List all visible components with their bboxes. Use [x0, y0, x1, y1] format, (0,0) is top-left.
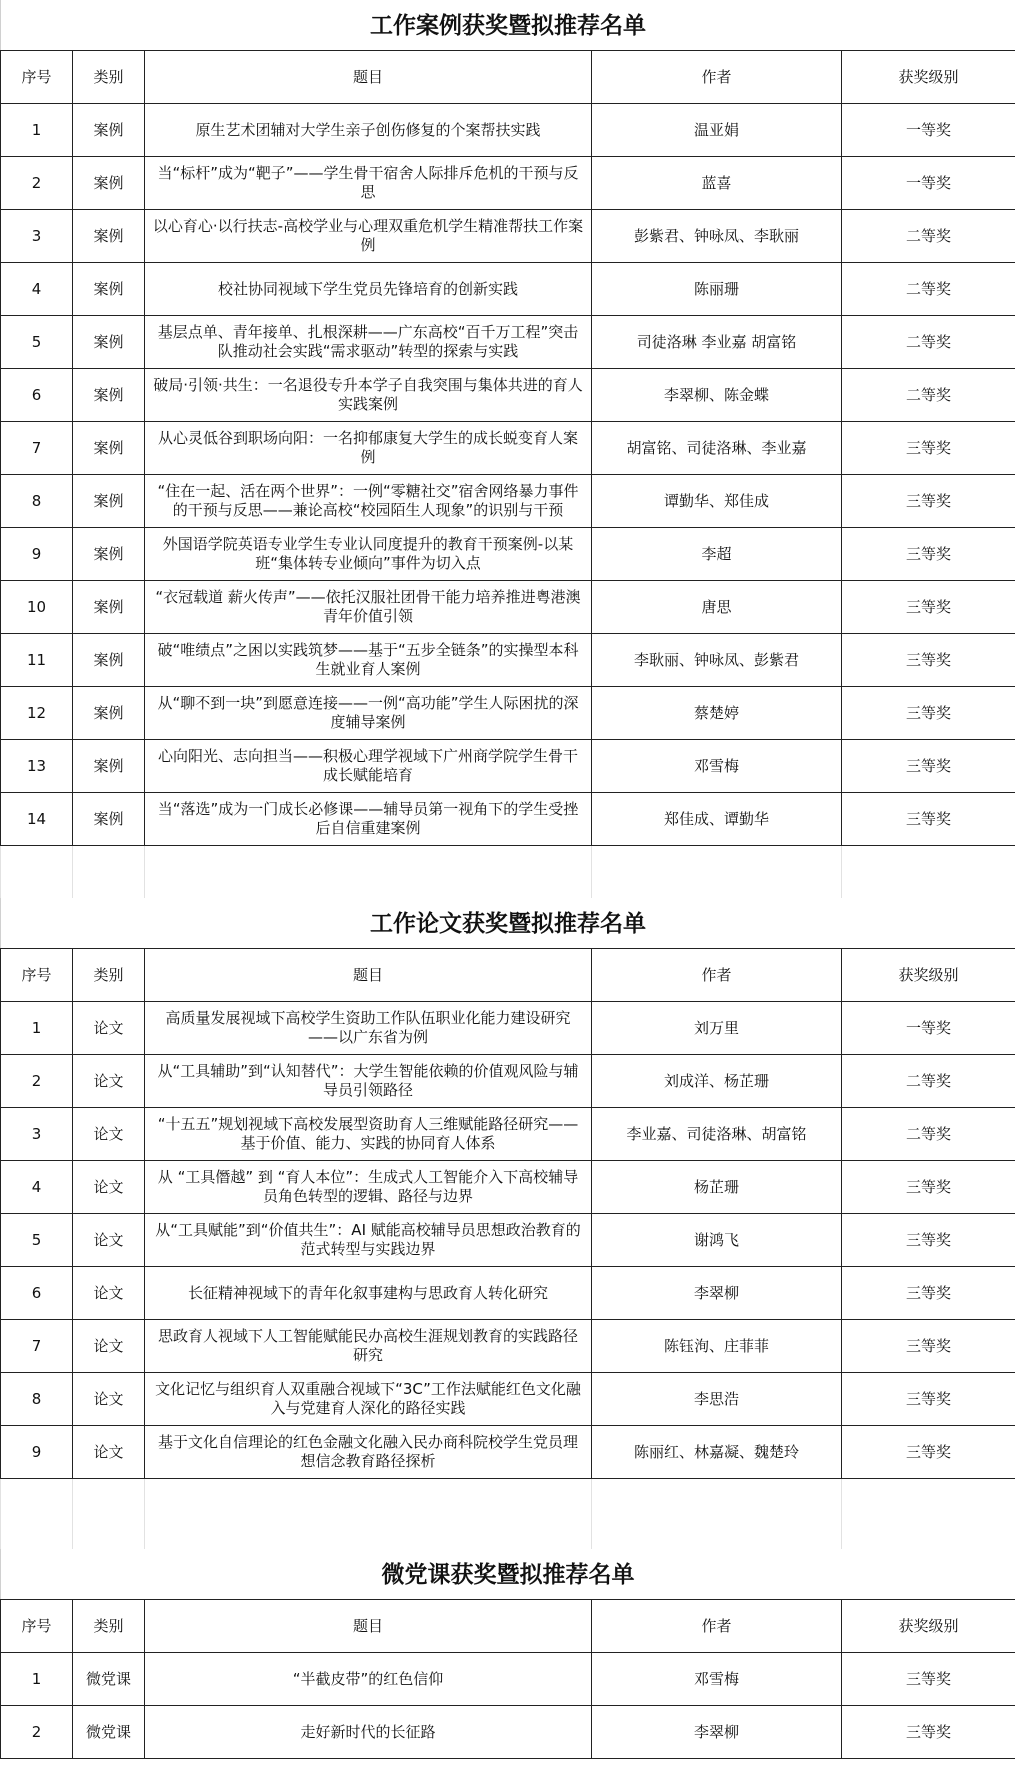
- cell-no: 10: [1, 581, 73, 634]
- cell-level: 二等奖: [842, 316, 1015, 369]
- table-row: [1, 422, 1015, 475]
- cell-no: 8: [1, 475, 73, 528]
- cell-level: 三等奖: [842, 1706, 1015, 1759]
- cell-topic: 基于文化自信理论的红色金融文化融入民办商科院校学生党员理想信念教育路径探析: [145, 1426, 592, 1479]
- cell-author: 李翠柳、陈金蝶: [592, 369, 842, 422]
- table-row: [1, 1055, 1015, 1108]
- cell-level: 二等奖: [842, 1108, 1015, 1161]
- table-row: [1, 793, 1015, 846]
- cell-author: 郑佳成、谭勤华: [592, 793, 842, 846]
- cell-author: 蓝喜: [592, 157, 842, 210]
- table-row: [1, 210, 1015, 263]
- cell-author: 陈丽珊: [592, 263, 842, 316]
- section-title-row: [1, 898, 1015, 949]
- table-row: [1, 1426, 1015, 1479]
- cell-type: 论文: [73, 1426, 145, 1479]
- table-row: [1, 1108, 1015, 1161]
- cell-level: 三等奖: [842, 1161, 1015, 1214]
- cell-author: 温亚娟: [592, 104, 842, 157]
- cell-no: 2: [1, 157, 73, 210]
- table-body: [1, 0, 1015, 1759]
- cell-topic: 从“工具辅助”到“认知替代”：大学生智能依赖的价值观风险与辅导员引领路径: [145, 1055, 592, 1108]
- cell-author: 李耿丽、钟咏凤、彭紫君: [592, 634, 842, 687]
- cell-level: 三等奖: [842, 475, 1015, 528]
- cell-type: 案例: [73, 369, 145, 422]
- cell-type: 论文: [73, 1214, 145, 1267]
- cell-no: 9: [1, 528, 73, 581]
- cell-author: 胡富铭、司徒洛琳、李业嘉: [592, 422, 842, 475]
- cell-author: 谢鸿飞: [592, 1214, 842, 1267]
- cell-topic: 从心灵低谷到职场向阳：一名抑郁康复大学生的成长蜕变育人案例: [145, 422, 592, 475]
- section-title: 工作论文获奖暨拟推荐名单: [1, 898, 1015, 949]
- cell-topic: “衣冠载道 薪火传声”——依托汉服社团骨干能力培养推进粤港澳青年价值引领: [145, 581, 592, 634]
- cell-author: 蔡楚婷: [592, 687, 842, 740]
- cell-no: 8: [1, 1373, 73, 1426]
- cell-no: 4: [1, 1161, 73, 1214]
- cell-no: 3: [1, 1108, 73, 1161]
- column-header: 作者: [592, 51, 842, 104]
- cell-type: 论文: [73, 1320, 145, 1373]
- cell-author: 李业嘉、司徒洛琳、胡富铭: [592, 1108, 842, 1161]
- section-title: 微党课获奖暨拟推荐名单: [1, 1549, 1015, 1600]
- cell-type: 论文: [73, 1002, 145, 1055]
- table-row: [1, 528, 1015, 581]
- cell-level: 三等奖: [842, 1426, 1015, 1479]
- cell-topic: 心向阳光、志向担当——积极心理学视域下广州商学院学生骨干成长赋能培育: [145, 740, 592, 793]
- table-row: [1, 157, 1015, 210]
- cell-topic: 当“标杆”成为“靶子”——学生骨干宿舍人际排斥危机的干预与反思: [145, 157, 592, 210]
- table-row: [1, 1320, 1015, 1373]
- cell-no: 14: [1, 793, 73, 846]
- cell-type: 论文: [73, 1267, 145, 1320]
- cell-type: 论文: [73, 1055, 145, 1108]
- column-header: 获奖级别: [842, 949, 1015, 1002]
- cell-topic: 原生艺术团辅对大学生亲子创伤修复的个案帮扶实践: [145, 104, 592, 157]
- cell-level: 二等奖: [842, 210, 1015, 263]
- header-row: [1, 51, 1015, 104]
- spacer-cell: [145, 846, 592, 899]
- cell-level: 三等奖: [842, 422, 1015, 475]
- cell-topic: 外国语学院英语专业学生专业认同度提升的教育干预案例-以某班“集体转专业倾向”事件为切入点: [145, 528, 592, 581]
- table-row: [1, 263, 1015, 316]
- spacer-cell: [592, 1479, 842, 1550]
- cell-topic: 思政育人视域下人工智能赋能民办高校生涯规划教育的实践路径研究: [145, 1320, 592, 1373]
- cell-topic: 破“唯绩点”之困以实践筑梦——基于“五步全链条”的实操型本科生就业育人案例: [145, 634, 592, 687]
- cell-level: 三等奖: [842, 1373, 1015, 1426]
- cell-type: 微党课: [73, 1653, 145, 1706]
- cell-topic: 文化记忆与组织育人双重融合视域下“3C”工作法赋能红色文化融入与党建育人深化的路径实践: [145, 1373, 592, 1426]
- cell-level: 二等奖: [842, 1055, 1015, 1108]
- spacer-cell: [145, 1479, 592, 1550]
- spacer-cell: [73, 846, 145, 899]
- spacer-row: [1, 1479, 1015, 1550]
- cell-topic: “住在一起、活在两个世界”：一例“零糖社交”宿舍网络暴力事件的干预与反思——兼论高校“校园陌生人现象”的识别与干预: [145, 475, 592, 528]
- table-row: [1, 634, 1015, 687]
- cell-type: 案例: [73, 157, 145, 210]
- cell-type: 案例: [73, 793, 145, 846]
- cell-author: 刘万里: [592, 1002, 842, 1055]
- cell-level: 一等奖: [842, 104, 1015, 157]
- cell-topic: 当“落选”成为一门成长必修课——辅导员第一视角下的学生受挫后自信重建案例: [145, 793, 592, 846]
- header-row: [1, 1600, 1015, 1653]
- column-header: 序号: [1, 949, 73, 1002]
- column-header: 序号: [1, 51, 73, 104]
- cell-no: 12: [1, 687, 73, 740]
- cell-author: 李翠柳: [592, 1706, 842, 1759]
- cell-topic: 基层点单、青年接单、扎根深耕——广东高校“百千万工程”突击队推动社会实践“需求驱动”转型的探索与实践: [145, 316, 592, 369]
- cell-author: 谭勤华、郑佳成: [592, 475, 842, 528]
- table-row: [1, 740, 1015, 793]
- cell-author: 彭紫君、钟咏凤、李耿丽: [592, 210, 842, 263]
- table-row: [1, 475, 1015, 528]
- cell-author: 唐思: [592, 581, 842, 634]
- cell-topic: “十五五”规划视域下高校发展型资助育人三维赋能路径研究——基于价值、能力、实践的协同育人体系: [145, 1108, 592, 1161]
- cell-author: 邓雪梅: [592, 1653, 842, 1706]
- cell-no: 9: [1, 1426, 73, 1479]
- column-header: 题目: [145, 51, 592, 104]
- cell-level: 一等奖: [842, 157, 1015, 210]
- header-row: [1, 949, 1015, 1002]
- column-header: 序号: [1, 1600, 73, 1653]
- spacer-cell: [1, 846, 73, 899]
- cell-topic: 走好新时代的长征路: [145, 1706, 592, 1759]
- cell-type: 论文: [73, 1161, 145, 1214]
- section-title: 工作案例获奖暨拟推荐名单: [1, 0, 1015, 51]
- cell-level: 三等奖: [842, 528, 1015, 581]
- spacer-cell: [592, 846, 842, 899]
- cell-no: 2: [1, 1055, 73, 1108]
- column-header: 获奖级别: [842, 51, 1015, 104]
- spacer-cell: [842, 1479, 1015, 1550]
- cell-topic: 从“聊不到一块”到愿意连接——一例“高功能”学生人际困扰的深度辅导案例: [145, 687, 592, 740]
- table-row: [1, 316, 1015, 369]
- spacer-row: [1, 846, 1015, 899]
- cell-no: 1: [1, 1002, 73, 1055]
- cell-author: 李思浩: [592, 1373, 842, 1426]
- spacer-cell: [1, 1479, 73, 1550]
- cell-author: 陈钰洵、庄菲菲: [592, 1320, 842, 1373]
- cell-level: 三等奖: [842, 1320, 1015, 1373]
- table-row: [1, 369, 1015, 422]
- cell-type: 案例: [73, 475, 145, 528]
- cell-level: 三等奖: [842, 793, 1015, 846]
- column-header: 类别: [73, 949, 145, 1002]
- cell-no: 5: [1, 1214, 73, 1267]
- cell-author: 刘成洋、杨芷珊: [592, 1055, 842, 1108]
- column-header: 题目: [145, 949, 592, 1002]
- column-header: 类别: [73, 51, 145, 104]
- table-row: [1, 104, 1015, 157]
- cell-no: 4: [1, 263, 73, 316]
- cell-type: 案例: [73, 104, 145, 157]
- cell-level: 二等奖: [842, 263, 1015, 316]
- cell-topic: 以心育心·以行扶志-高校学业与心理双重危机学生精准帮扶工作案例: [145, 210, 592, 263]
- cell-author: 李超: [592, 528, 842, 581]
- cell-no: 6: [1, 1267, 73, 1320]
- cell-no: 1: [1, 104, 73, 157]
- cell-level: 三等奖: [842, 687, 1015, 740]
- cell-author: 邓雪梅: [592, 740, 842, 793]
- cell-no: 5: [1, 316, 73, 369]
- cell-type: 案例: [73, 634, 145, 687]
- cell-topic: 校社协同视域下学生党员先锋培育的创新实践: [145, 263, 592, 316]
- cell-no: 11: [1, 634, 73, 687]
- cell-level: 三等奖: [842, 740, 1015, 793]
- cell-type: 论文: [73, 1108, 145, 1161]
- spacer-cell: [842, 846, 1015, 899]
- cell-topic: 破局·引领·共生：一名退役专升本学子自我突围与集体共进的育人实践案例: [145, 369, 592, 422]
- cell-no: 13: [1, 740, 73, 793]
- cell-author: 杨芷珊: [592, 1161, 842, 1214]
- table-row: [1, 1653, 1015, 1706]
- cell-level: 三等奖: [842, 1653, 1015, 1706]
- cell-level: 三等奖: [842, 581, 1015, 634]
- cell-no: 7: [1, 1320, 73, 1373]
- cell-author: 李翠柳: [592, 1267, 842, 1320]
- column-header: 类别: [73, 1600, 145, 1653]
- cell-type: 案例: [73, 740, 145, 793]
- cell-topic: “半截皮带”的红色信仰: [145, 1653, 592, 1706]
- table-row: [1, 581, 1015, 634]
- spacer-cell: [73, 1479, 145, 1550]
- cell-no: 7: [1, 422, 73, 475]
- table-row: [1, 1214, 1015, 1267]
- cell-level: 一等奖: [842, 1002, 1015, 1055]
- cell-no: 1: [1, 1653, 73, 1706]
- column-header: 获奖级别: [842, 1600, 1015, 1653]
- cell-level: 二等奖: [842, 369, 1015, 422]
- cell-no: 6: [1, 369, 73, 422]
- column-header: 题目: [145, 1600, 592, 1653]
- table-row: [1, 1161, 1015, 1214]
- cell-type: 案例: [73, 210, 145, 263]
- cell-type: 论文: [73, 1373, 145, 1426]
- cell-topic: 长征精神视域下的青年化叙事建构与思政育人转化研究: [145, 1267, 592, 1320]
- cell-no: 2: [1, 1706, 73, 1759]
- cell-type: 案例: [73, 528, 145, 581]
- section-title-row: [1, 0, 1015, 51]
- column-header: 作者: [592, 949, 842, 1002]
- cell-type: 案例: [73, 263, 145, 316]
- table-row: [1, 1373, 1015, 1426]
- cell-type: 案例: [73, 581, 145, 634]
- cell-type: 案例: [73, 422, 145, 475]
- cell-level: 三等奖: [842, 634, 1015, 687]
- cell-topic: 从“工具赋能”到“价值共生”：AI 赋能高校辅导员思想政治教育的范式转型与实践边界: [145, 1214, 592, 1267]
- cell-author: 陈丽红、林嘉凝、魏楚玲: [592, 1426, 842, 1479]
- column-header: 作者: [592, 1600, 842, 1653]
- table-row: [1, 1706, 1015, 1759]
- cell-type: 微党课: [73, 1706, 145, 1759]
- cell-author: 司徒洛琳 李业嘉 胡富铭: [592, 316, 842, 369]
- cell-level: 三等奖: [842, 1214, 1015, 1267]
- cell-level: 三等奖: [842, 1267, 1015, 1320]
- cell-topic: 从 “工具僭越” 到 “育人本位”：生成式人工智能介入下高校辅导员角色转型的逻辑、路径与边界: [145, 1161, 592, 1214]
- table-row: [1, 1267, 1015, 1320]
- table-row: [1, 1002, 1015, 1055]
- cell-type: 案例: [73, 687, 145, 740]
- cell-topic: 高质量发展视域下高校学生资助工作队伍职业化能力建设研究——以广东省为例: [145, 1002, 592, 1055]
- cell-type: 案例: [73, 316, 145, 369]
- table-row: [1, 687, 1015, 740]
- cell-no: 3: [1, 210, 73, 263]
- section-title-row: [1, 1549, 1015, 1600]
